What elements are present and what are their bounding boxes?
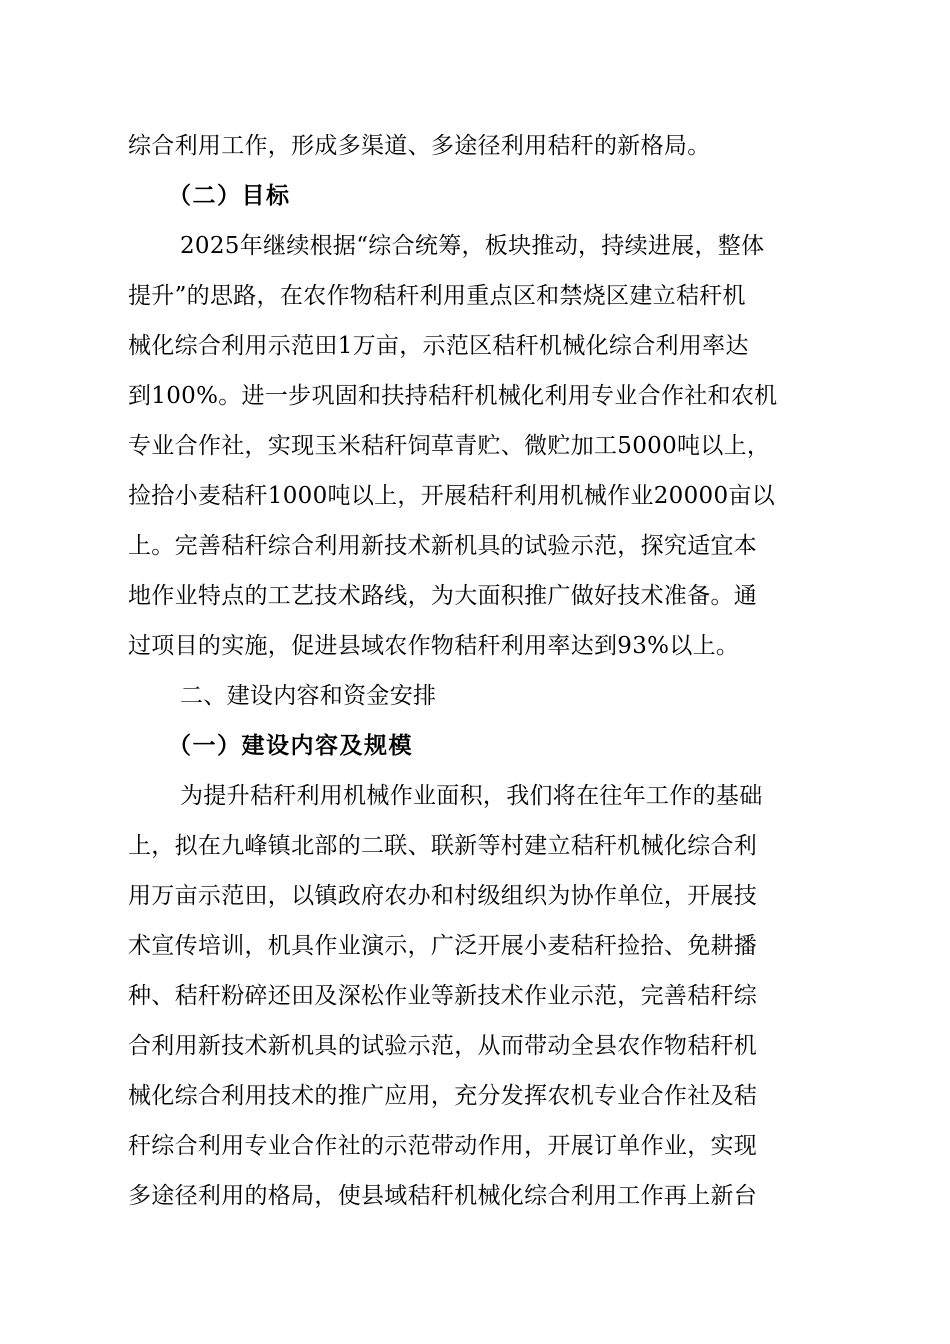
text-line: 综合利用工作，形成多渠道、多途径利用秸秆的新格局。 — [128, 133, 711, 159]
text-line: 秆综合利用专业合作社的示范带动作用，开展订单作业，实现 — [128, 1133, 758, 1159]
text-line: 到100%。进一步巩固和扶持秸秆机械化利用专业合作社和农机 — [128, 383, 778, 409]
section-title-construction: 二、建设内容和资金安排 — [180, 683, 437, 709]
text-line: 合利用新技术新机具的试验示范，从而带动全县农作物秸秆机 — [128, 1033, 758, 1059]
text-line: 用万亩示范田，以镇政府农办和村级组织为协作单位，开展技 — [128, 883, 758, 909]
text-line: 术宣传培训，机具作业演示，广泛开展小麦秸秆捡拾、免耕播 — [128, 933, 758, 959]
text-line: 捡拾小麦秸秆1000吨以上，开展秸秆利用机械作业20000亩以 — [128, 483, 775, 509]
text-line: 上。完善秸秆综合利用新技术新机具的试验示范，探究适宜本 — [128, 533, 758, 559]
section-heading-objectives: （二）目标 — [168, 182, 291, 209]
section-heading-content-scale: （一）建设内容及规模 — [168, 732, 413, 759]
text-line: 上，拟在九峰镇北部的二联、联新等村建立秸秆机械化综合利 — [128, 833, 758, 859]
text-line: 过项目的实施，促进县域农作物秸秆利用率达到93%以上。 — [128, 633, 740, 659]
text-line: 为提升秸秆利用机械作业面积，我们将在往年工作的基础 — [180, 783, 763, 809]
text-line: 提升”的思路，在农作物秸秆利用重点区和禁烧区建立秸秆机 — [128, 283, 746, 309]
text-line: 地作业特点的工艺技术路线，为大面积推广做好技术准备。通 — [128, 583, 758, 609]
text-line: 专业合作社，实现玉米秸秆饲草青贮、微贮加工5000吨以上， — [128, 433, 771, 459]
text-line: 械化综合利用技术的推广应用，充分发挥农机专业合作社及秸 — [128, 1083, 758, 1109]
text-line: 械化综合利用示范田1万亩，示范区秸秆机械化综合利用率达 — [128, 333, 749, 359]
text-line: 多途径利用的格局，使县域秸秆机械化综合利用工作再上新台 — [128, 1183, 758, 1209]
text-line: 2025年继续根据“综合统筹，板块推动，持续进展，整体 — [180, 233, 765, 259]
text-line: 种、秸秆粉碎还田及深松作业等新技术作业示范，完善秸秆综 — [128, 983, 758, 1009]
